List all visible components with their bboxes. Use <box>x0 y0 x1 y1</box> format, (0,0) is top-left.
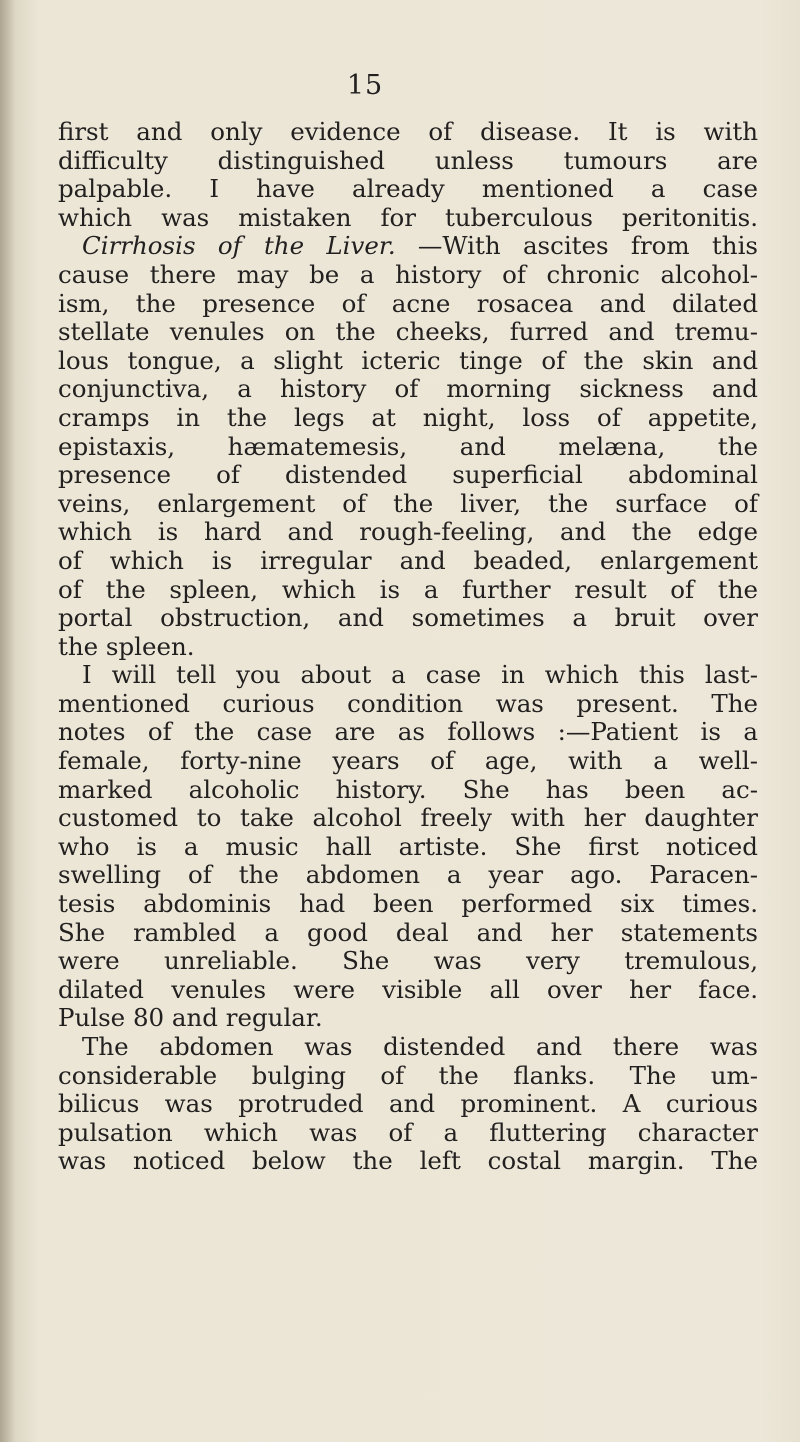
text-line: first and only evidence of disease. It is with <box>58 117 758 146</box>
text-line: bilicus was protruded and prominent. A curious <box>58 1089 758 1119</box>
text-line: mentioned curious condition was present. The <box>58 688 758 718</box>
text-line: veins, enlargement of the liver, the surface of <box>58 488 758 518</box>
text-line: swelling of the abdomen a year ago. Paracen- <box>58 860 758 890</box>
text-line: who is a music hall artiste. She first noticed <box>58 831 758 861</box>
text-line: customed to take alcohol freely with her daughter <box>58 803 758 833</box>
section-heading-continuation: —With ascites from this <box>395 231 758 261</box>
text-line: presence of distended superficial abdominal <box>58 460 758 490</box>
text-line: Pulse 80 and regular. <box>58 1003 323 1033</box>
text-line: marked alcoholic history. She has been ac- <box>58 774 758 804</box>
section-heading: Cirrhosis of the Liver. <box>82 231 396 261</box>
binding-shadow <box>0 0 16 1442</box>
body-text <box>58 118 758 1176</box>
text-line: I will tell you about a case in which this last- <box>82 660 758 690</box>
text-line: of the spleen, which is a further result of the <box>58 574 758 604</box>
text-line: The abdomen was distended and there was <box>82 1032 758 1061</box>
text-line: were unreliable. She was very tremulous, <box>58 946 758 976</box>
text-line: stellate venules on the cheeks, furred and tremu- <box>58 317 758 347</box>
text-line: lous tongue, a slight icteric tinge of the skin and <box>58 345 758 375</box>
section-heading-line <box>58 232 758 261</box>
text-line: was noticed below the left costal margin. The <box>58 1146 758 1176</box>
text-line: cramps in the legs at night, loss of appetite, <box>58 402 758 432</box>
page-number: 15 <box>346 70 384 101</box>
text-line: considerable bulging of the flanks. The um- <box>58 1060 758 1090</box>
text-line: epistaxis, hæmatemesis, and melæna, the <box>58 431 758 461</box>
text-line: notes of the case are as follows :—Patient is a <box>58 717 758 747</box>
text-line: conjunctiva, a history of morning sickness and <box>58 374 758 404</box>
text-line: portal obstruction, and sometimes a bruit over <box>58 603 758 633</box>
text-line: female, forty-nine years of age, with a well- <box>58 746 758 776</box>
text-line: difficulty distinguished unless tumours are <box>58 145 758 175</box>
text-line: which is hard and rough-feeling, and the edge <box>58 517 758 547</box>
text-line: palpable. I have already mentioned a case <box>58 174 758 204</box>
text-line: of which is irregular and beaded, enlargement <box>58 545 758 575</box>
text-line: cause there may be a history of chronic alcohol- <box>58 259 758 289</box>
text-line: She rambled a good deal and her statements <box>58 917 758 947</box>
text-line: dilated venules were visible all over her face. <box>58 974 758 1004</box>
text-line: the spleen. <box>58 631 195 661</box>
text-line: tesis abdominis had been performed six times. <box>58 889 758 919</box>
text-line: which was mistaken for tuberculous peritonitis. <box>58 202 758 232</box>
text-line: ism, the presence of acne rosacea and dilated <box>58 288 758 318</box>
text-line: pulsation which was of a fluttering character <box>58 1117 758 1147</box>
